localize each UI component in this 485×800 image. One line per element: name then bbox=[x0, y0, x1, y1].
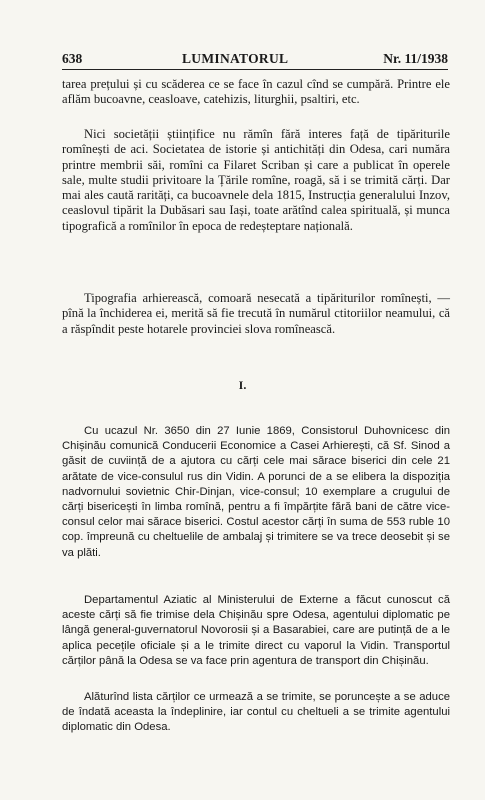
paragraph-ucaz: Cu ucazul Nr. 3650 din 27 Iunie 1869, Consistorul Duhovnicesc din Chișinău comunică Conducerii Economice a Casei Arhierești, că Sf. Sinod a găsit de cuviință de a ajutora cu cărți cele mai sărace biserici din cele 21 arătate de vice-consulul rus din Vidin. A porunci de a se elibera la dispoziția nadvornului sovietnic Chir-Dinjan, vice-consul; 10 exemplare a crugului de cărți bisericești în limba romînă, pentru a fi împărțite fără bani de către vice-consul celor mai sărace biserici. Costul acestor cărți în suma de 553 ruble 10 cop. împreună cu cheltuelile de ambalaj și trimitere se va trece deosebit și se va plăti. bbox=[62, 425, 450, 559]
journal-title: LUMINATORUL bbox=[182, 51, 289, 66]
issue-number: Nr. 11/1938 bbox=[383, 51, 448, 66]
paragraph-department: Departamentul Aziatic al Ministerului de Externe a făcut cunoscut că aceste cărți să fie trimise dela Chișinău spre Odesa, agentului diplomatic pe lângă general-guvernatorul Novorosii și a Basarabiei, care are putință de a le aplica pecețile oficiale și a le trimite direct cu vaporul la Vidin. Transportul cărților până la Odesa se va face prin agentura de transport din Chișinău. bbox=[62, 594, 450, 667]
page-header bbox=[62, 51, 448, 70]
paragraph-typography: Tipografia arhierească, comoară nesecată a tipăriturilor romînești, — pînă la închiderea ei, merită să fie trecută în numărul ctitoriilor neamului, că a răspîndit peste hotarele provinciei slova romînească. bbox=[62, 291, 450, 336]
paragraph-societies: Nici societății științifice nu rămîn fără interes față de tipăriturile romînești de aci. Societatea de istorie și antichități din Odesa, cari număra printre membrii săi, romîni ca Filaret Scriban și care a publicat în operele sale, multe studii privitoare la Țările romîne, roagă, să i se trimită cărți. Dar mai ales caută rarități, ca bucoavnele dela 1815, Instrucția generalului Inzov, ceaslovul tipărit la Dubăsari sau Iași, toate arătînd calea spirituală, și munca tipografică a romînilor în epoca de redeșteptare națională. bbox=[62, 127, 450, 233]
section-marker: I. bbox=[238, 378, 247, 392]
paragraph-list: Alăturînd lista cărților ce urmează a se trimite, se poruncește a se aduce de îndată aceasta la îndeplinire, iar contul cu cheltueli a se trimite agentului diplomatic din Odesa. bbox=[62, 691, 450, 734]
paragraph-continuation: tarea prețului și cu scăderea ce se face în cazul cînd se cumpără. Printre ele aflăm bucoavne, ceasloave, catehizis, liturghii, psaltiri, etc. bbox=[62, 77, 450, 107]
page-number: 638 bbox=[62, 51, 83, 66]
